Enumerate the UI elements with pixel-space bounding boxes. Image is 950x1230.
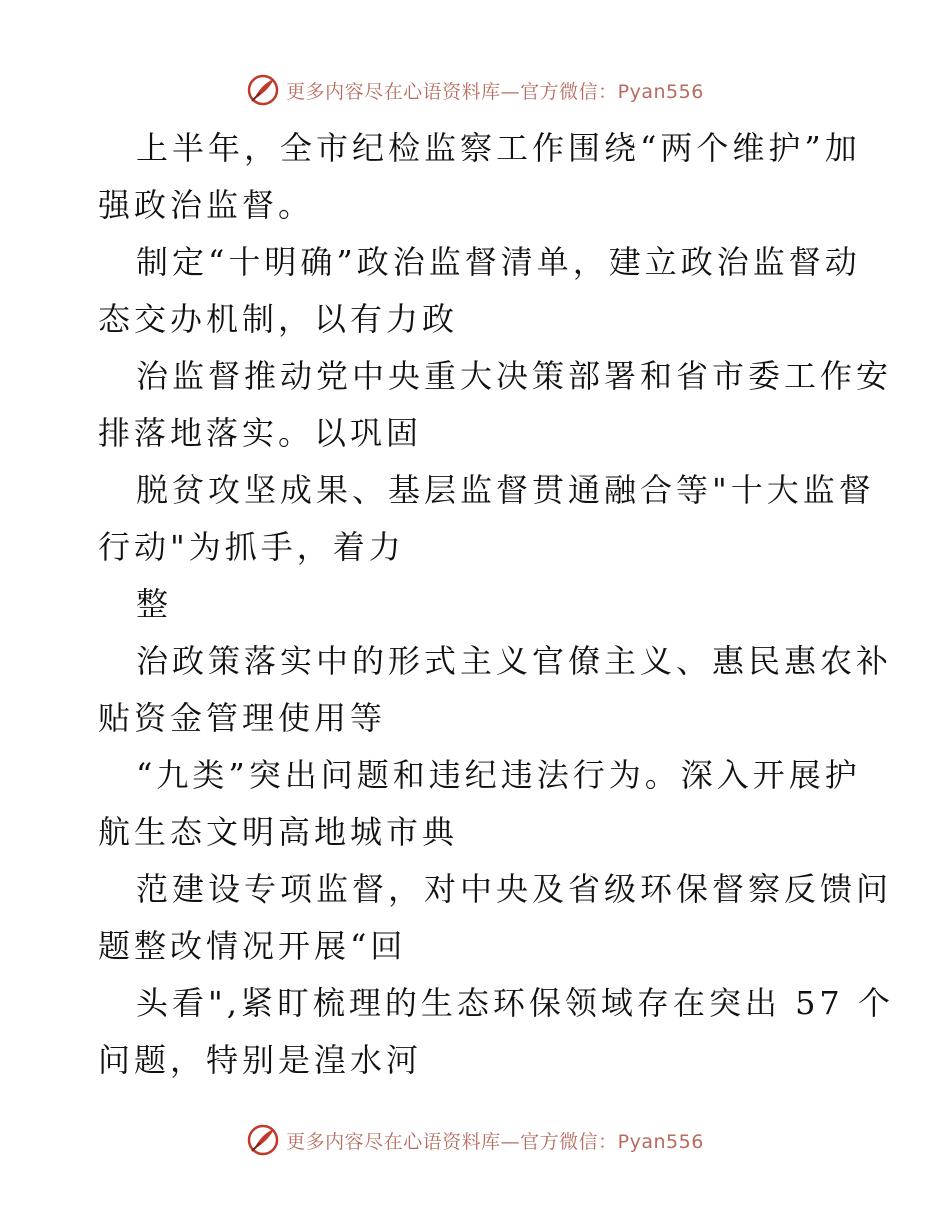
paragraph <box>0 120 950 234</box>
text-line: 治监督推动党中央重大决策部署和省市委工作安 <box>136 357 893 395</box>
text-line: 态交办机制，以有力政 <box>98 300 459 338</box>
paragraph <box>0 633 950 747</box>
paragraph <box>0 348 950 462</box>
text-line: 治政策落实中的形式主义官僚主义、惠民惠农补 <box>136 642 893 680</box>
text-line: 上半年，全市纪检监察工作围绕“两个维护”加 <box>136 129 861 167</box>
text-line: 题整改情况开展“回 <box>98 927 407 965</box>
feather-pen-logo-icon <box>246 1123 280 1157</box>
feather-pen-logo-icon <box>246 73 280 107</box>
text-line: 范建设专项监督，对中央及省级环保督察反馈问 <box>136 870 893 908</box>
text-line: 问题，特别是湟水河 <box>98 1041 423 1079</box>
paragraph <box>0 861 950 975</box>
text-line: 排落地落实。以巩固 <box>98 414 423 452</box>
text-line: 脱贫攻坚成果、基层监督贯通融合等"十大监督 <box>136 471 875 509</box>
text-line: 强政治监督。 <box>98 186 315 224</box>
text-line: 航生态文明高地城市典 <box>98 813 459 851</box>
text-line: “九类”突出问题和违纪违法行为。深入开展护 <box>136 756 861 794</box>
header-watermark <box>0 70 950 110</box>
text-line: 制定“十明确”政治监督清单，建立政治监督动 <box>136 243 861 281</box>
paragraph <box>0 234 950 348</box>
footer-watermark <box>0 1120 950 1160</box>
text-line: 贴资金管理使用等 <box>98 699 387 737</box>
paragraph <box>0 975 950 1089</box>
text-line: 头看",紧盯梳理的生态环保领域存在突出 57 个 <box>136 984 894 1022</box>
watermark-text: 更多内容尽在心语资料库—官方微信：Pyan556 <box>286 1130 704 1153</box>
paragraph <box>0 462 950 576</box>
watermark-text: 更多内容尽在心语资料库—官方微信：Pyan556 <box>286 80 704 103</box>
text-line: 行动"为抓手，着力 <box>98 528 405 566</box>
paragraph <box>0 576 950 633</box>
text-line: 整 <box>136 585 173 623</box>
document-body <box>0 120 950 1089</box>
paragraph <box>0 747 950 861</box>
